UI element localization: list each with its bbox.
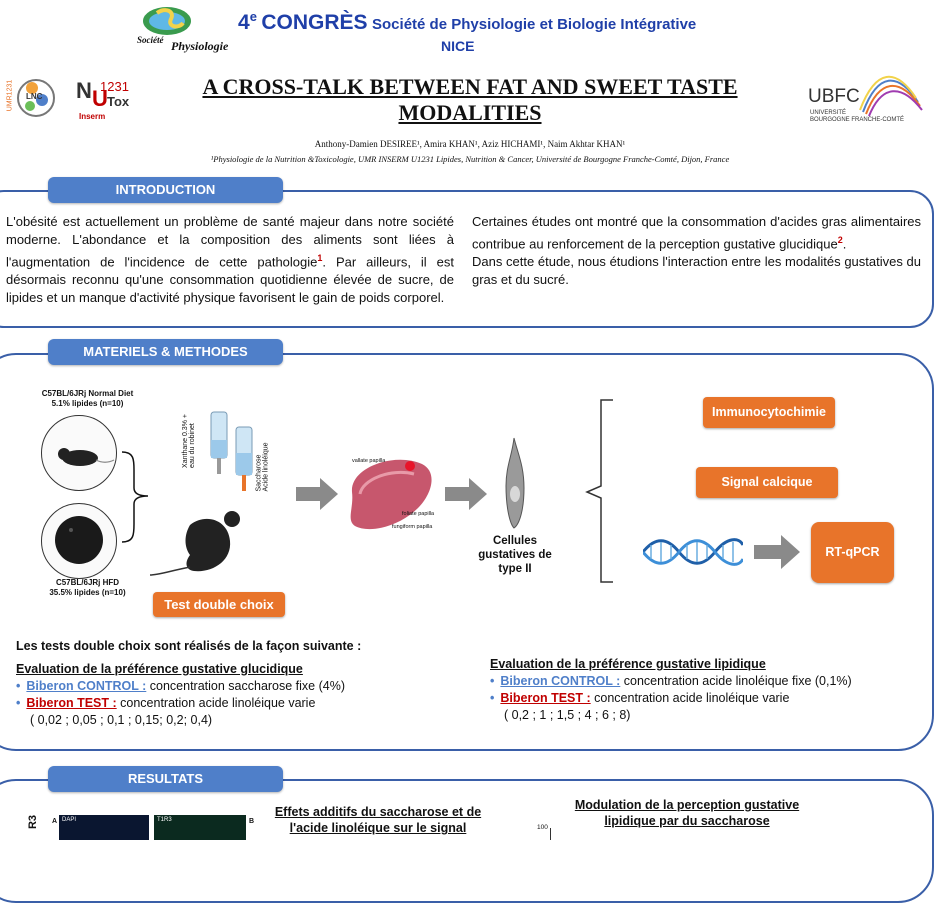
gluc-test-text: concentration acide linoléique varie [116,696,316,710]
gluc-ctrl-text: concentration saccharose fixe (4%) [146,679,346,693]
axis-line [550,828,551,840]
test-double-choix-button[interactable]: Test double choix [153,592,285,617]
ubfc-sub1: UNIVERSITÉ [810,110,847,116]
results-tab: RESULTATS [48,766,283,792]
methods-tab: MATERIELS & METHODES [48,339,283,365]
affiliation: ¹Physiologie de la Nutrition &Toxicologie, UMR INSERM U1231 Lipides, Nutrition & Cancer, Université de Bourgogne Franche-Comté, Dijon, France [210,154,730,164]
intro-right-b: . [842,236,847,252]
lip-ctrl-row: • Biberon CONTROL : concentration acide linoléique fixe (0,1%) [490,674,852,688]
mouse-hfd-image [41,503,117,579]
cells-label-l3: type II [498,563,532,575]
ubfc-main: UBFC [808,86,860,107]
mouse1-label [20,389,155,409]
cells-label-l2: gustatives de [478,549,552,561]
lip-ctrl-text: concentration acide linoléique fixe (0,1%) [620,674,852,688]
lip-test-text: concentration acide linoléique varie [590,691,790,705]
taste-cell-icon [500,436,530,531]
society-logo [135,3,230,55]
lip-test-label: Biberon TEST : [500,691,591,705]
results-right-title-l2: lipidique par du saccharose [604,814,770,828]
results-right-title-l1: Modulation de la perception gustative [574,798,800,812]
intro-left-b: . Par ailleurs, il est désormais reconnu qu'une consommation quotidienne élevée de sucre, de lipides et un manque d'activité physique favorisent le gain de poids corporel. [6,254,455,306]
gluc-test-row: • Biberon TEST : concentration acide linoléique varie [16,696,316,710]
lip-title: Evaluation de la préférence gustative lipidique [490,657,766,671]
results-left-title-l1: Effets additifs du saccharose et de [274,805,482,819]
arrow-icon-1 [296,478,338,510]
signal-calcique-button[interactable]: Signal calcique [696,467,838,498]
nutox-n: N [76,78,92,103]
lnc-letters: LNC [26,92,43,101]
intro-right-a: Certaines études ont montré que la consommation d'acides gras alimentaires contribue au renforcement de la perception gustative glucidique [472,214,921,252]
lip-block [490,657,920,724]
results-side-label: R3 [27,814,40,830]
society-logo-text-bottom: Physiologie [171,39,229,53]
bottle1-label-l2: eau du robinet [188,423,196,468]
mouse1-label-l1: C57BL/6JRj Normal Diet [41,389,134,398]
bottle1-label-l1: Xanthane 0.3% + [181,414,189,468]
cells-label-l1: Cellules [492,535,538,547]
society-name: Société de Physiologie et Biologie Intégrative [372,16,697,33]
gluc-values: ( 0,02 ; 0,05 ; 0,1 ; 0,15; 0,2; 0,4) [30,713,213,727]
lip-ctrl-label: Biberon CONTROL : [500,674,621,688]
mouse1-label-l2: 5.1% lipides (n=10) [51,399,124,408]
intro-left-a: L'obésité est actuellement un problème de santé majeur dans notre société moderne. L'abondance et la composition des aliments sont liées à l'augmentation de l'incidence de cette pathologie [6,214,454,270]
nutox-inserm: Inserm [79,112,106,121]
mouse2-label-l1: C57BL/6JRj HFD [55,578,120,587]
nutox-tox: Tox [107,94,130,109]
drinking-mouse-icon [150,505,245,580]
mice-bracket [120,450,150,545]
tongue-fungiform-label: fungiform papilla [392,524,433,530]
methods-bracket [585,398,615,584]
congres-number: 4 [238,11,250,34]
panel-b-label: B [249,818,255,825]
mouse2-label [20,578,155,598]
dapi-image [59,815,149,840]
intro-left-text [6,213,454,307]
arrow-icon-3 [754,535,800,569]
intro-ref-1: 1 [317,253,323,263]
nutox-logo [75,72,135,124]
nutox-u: U [92,86,108,111]
congres-sup: e [249,9,257,24]
dna-icon [643,537,743,567]
lip-test-row: • Biberon TEST : concentration acide linoléique varie [490,691,790,705]
results-left-title [262,804,494,836]
gluc-title: Evaluation de la préférence gustative glucidique [16,662,303,676]
immuno-button[interactable]: Immunocytochimie [703,397,835,428]
gluc-test-label: Biberon TEST : [26,696,117,710]
intro-tab: INTRODUCTION [48,177,283,203]
tongue-vallate-label: vallate papilla [352,458,386,464]
intro-ref-2: 2 [837,235,843,245]
rtqpcr-button[interactable]: RT-qPCR [811,522,894,583]
intro-right-text [472,213,921,289]
methods-intro-line: Les tests double choix sont réalisés de la façon suivante : [16,639,362,653]
tongue-foliate-label: foliate papilla [402,511,435,517]
bottle2-label-l2: Acide linoléique [262,442,270,492]
ubfc-sub2: BOURGOGNE FRANCHE-COMTÉ [810,117,905,123]
axis-tick-100: 100 [537,824,548,831]
gluc-ctrl-row: • Biberon CONTROL : concentration saccharose fixe (4%) [16,679,346,693]
mouse-normal-image [41,415,117,491]
mouse2-label-l2: 35.5% lipides (n=10) [49,588,126,597]
congres-heading [238,9,696,35]
intro-right-c: Dans cette étude, nous étudions l'interaction entre les modalités gustatives du gras et du sucré. [472,254,921,288]
page-title-line2: MODALITIES [398,100,542,125]
lnc-logo [8,70,60,126]
bottle2-label-l1: Saccharose [255,454,263,492]
nutox-num: 1231 [100,79,129,94]
results-right-title [556,797,818,829]
lip-values: ( 0,2 ; 1 ; 1,5 ; 4 ; 6 ; 8) [504,708,631,722]
t1r3-image [154,815,246,840]
lnc-umr-text: UMR1231 [6,79,14,112]
t1r3-label: T1R3 [157,817,172,823]
authors: Anthony-Damien DESIREE¹, Amira KHAN¹, Aziz HICHAMI¹, Naim Akhtar KHAN¹ [314,139,626,149]
ubfc-logo [808,72,923,127]
bottle-labels-2 [254,430,284,510]
congres-word: CONGRÈS [261,11,368,34]
bottle-icon-2 [233,425,255,497]
gluc-ctrl-label: Biberon CONTROL : [26,679,147,693]
congres-city: NICE [441,38,475,54]
society-logo-text-top: Société [137,35,164,45]
panel-a-label: A [52,818,58,825]
results-left-title-l2: l'acide linoléique sur le signal [289,821,467,835]
dapi-label: DAPI [62,817,77,823]
gluc-block [16,662,456,729]
bottle-icon-1 [208,410,230,480]
cells-label [470,534,560,576]
page-title-line1: A CROSS-TALK BETWEEN FAT AND SWEET TASTE [202,74,738,99]
arrow-icon-2 [445,478,487,510]
